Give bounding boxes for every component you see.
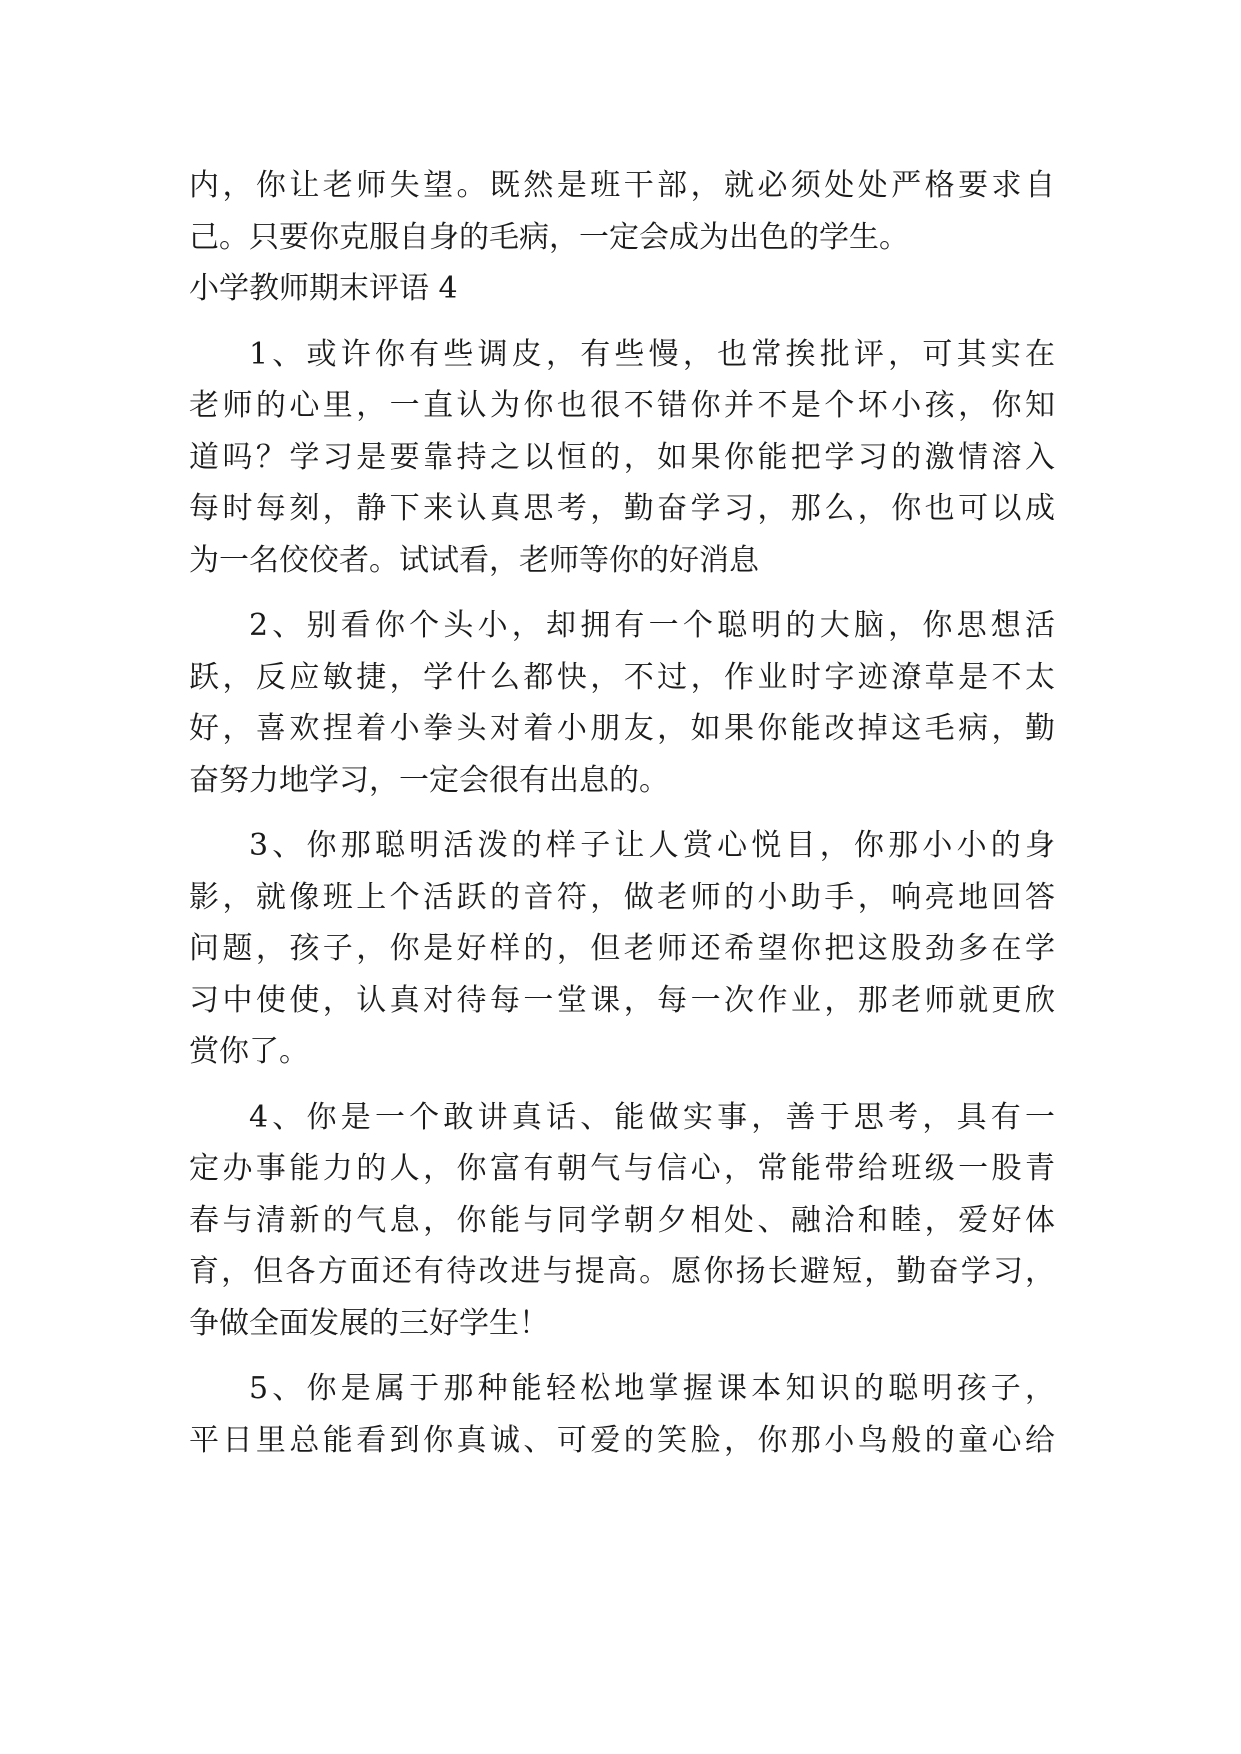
paragraph-5 xyxy=(189,1363,1055,1466)
text-line: 内，你让老师失望。既然是班干部，就必须处处严格要求自 xyxy=(189,168,1055,203)
paragraph-1 xyxy=(189,329,1055,587)
paragraph-2 xyxy=(189,600,1055,806)
text-line: 1、或许你有些调皮，有些慢，也常挨批评，可其实在 xyxy=(249,336,1055,372)
text-line: 2、别看你个头小，却拥有一个聪明的大脑，你思想活 xyxy=(249,608,1055,643)
text-line: 为一名佼佼者。试试看，老师等你的好消息 xyxy=(189,542,759,578)
spacer xyxy=(189,1078,1055,1092)
text-line: 习中使使，认真对待每一堂课，每一次作业，那老师就更欣 xyxy=(189,982,1055,1018)
text-line: 老师的心里，一直认为你也很不错你并不是个坏小孩，你知 xyxy=(189,388,1055,423)
text-line: 育，但各方面还有待改进与提高。愿你扬长避短，勤奋学习， xyxy=(189,1254,1055,1289)
section-heading: 小学教师期末评语 4 xyxy=(189,271,458,306)
text-line: 奋努力地学习，一定会很有出息的。 xyxy=(189,762,669,798)
spacer xyxy=(189,586,1055,600)
text-line: 赏你了。 xyxy=(189,1034,309,1069)
paragraph-3 xyxy=(189,820,1055,1078)
document-body xyxy=(189,160,1055,1466)
paragraph-4 xyxy=(189,1092,1055,1350)
text-line: 问题，孩子，你是好样的，但老师还希望你把这股劲多在学 xyxy=(189,931,1055,966)
spacer xyxy=(189,806,1055,820)
spacer xyxy=(189,315,1055,329)
text-line: 春与清新的气息，你能与同学朝夕相处、融洽和睦，爱好体 xyxy=(189,1202,1055,1238)
text-line: 定办事能力的人，你富有朝气与信心，常能带给班级一股青 xyxy=(189,1151,1055,1186)
text-line: 3、你那聪明活泼的样子让人赏心悦目，你那小小的身 xyxy=(249,828,1055,863)
text-line: 跃，反应敏捷，学什么都快，不过，作业时字迹潦草是不太 xyxy=(189,659,1055,695)
text-line: 5、你是属于那种能轻松地掌握课本知识的聪明孩子， xyxy=(249,1371,1055,1406)
text-line: 平日里总能看到你真诚、可爱的笑脸，你那小鸟般的童心给 xyxy=(189,1422,1055,1458)
text-line: 争做全面发展的三好学生！ xyxy=(189,1305,549,1341)
text-line: 道吗？学习是要靠持之以恒的，如果你能把学习的激情溶入 xyxy=(189,439,1055,475)
text-line: 4、你是一个敢讲真话、能做实事，善于思考，具有一 xyxy=(249,1099,1055,1135)
text-line: 影，就像班上个活跃的音符，做老师的小助手，响亮地回答 xyxy=(189,879,1055,915)
text-line: 每时每刻，静下来认真思考，勤奋学习，那么，你也可以成 xyxy=(189,491,1055,526)
spacer xyxy=(189,1349,1055,1363)
intro-paragraph xyxy=(189,160,1055,263)
text-line: 好，喜欢捏着小拳头对着小朋友，如果你能改掉这毛病，勤 xyxy=(189,711,1055,746)
text-line: 己。只要你克服自身的毛病，一定会成为出色的学生。 xyxy=(189,219,909,255)
